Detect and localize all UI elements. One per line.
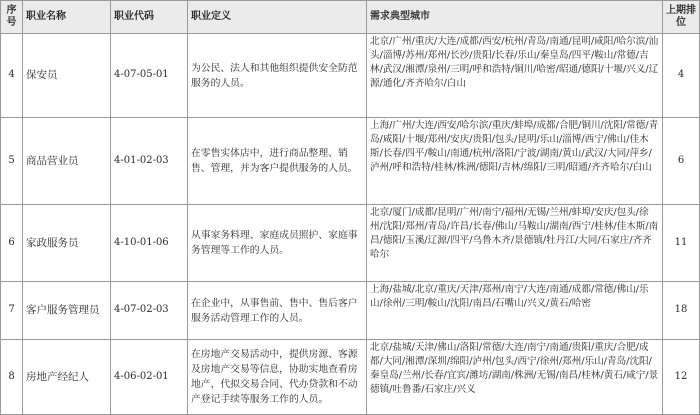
occupation-name: 客户服务管理员 [23, 282, 111, 340]
demand-cities: 北京/广州/重庆/大连/成都/西安/杭州/青岛/南通/昆明/咸阳/哈尔滨/汕头/淄博/苏州/郑州/长沙/贵阳/长春/乐山/秦皇岛/四平/鞍山/常德/吉林/武汉/湘潭/泉州/三明/呼和浩特/铜川/哈密/昭通/德阳/十堰/兴义/辽源/通化/齐齐哈尔/白山 [367, 34, 663, 118]
header-rank: 上期排 位 [663, 1, 700, 34]
previous-rank: 11 [663, 205, 700, 282]
previous-rank: 12 [663, 340, 700, 415]
occupation-code: 4-01-02-03 [111, 118, 188, 205]
occupation-name: 家政服务员 [23, 205, 111, 282]
table-header [1, 1, 700, 34]
header-row [1, 1, 700, 34]
occupation-definition: 在零售实体店中，进行商品整理、销售、管理，并为客户提供服务的人员。 [188, 118, 367, 205]
table-body [1, 34, 700, 415]
occupation-definition: 在企业中，从事售前、售中、售后客户服务活动管理工作的人员。 [188, 282, 367, 340]
header-definition: 职业定义 [188, 1, 367, 34]
previous-rank: 4 [663, 34, 700, 118]
occupation-definition: 从事家务料理、家庭成员照护、家庭事务管理等工作的人员。 [188, 205, 367, 282]
occupation-name: 商品营业员 [23, 118, 111, 205]
table-row [1, 340, 700, 415]
demand-cities: 上海/广州/大连/西安/哈尔滨/重庆/蚌埠/成都/合肥/铜川/沈阳/常德/青岛/咸阳/十堰/郑州/安庆/贵阳/包头/昆明/乐山/淄博/西宁/佛山/佳木斯/长春/四平/鞍山/南通/杭州/洛阳/宁波/湖南/黄山/武汉/大同/萍乡/泸州/呼和浩特/桂林/株洲/德阳/吉林/绵阳/三明/昭通/齐齐哈尔/白山 [367, 118, 663, 205]
row-number: 8 [1, 340, 23, 415]
occupation-name: 房地产经纪人 [23, 340, 111, 415]
demand-cities: 北京/盐城/天津/佛山/洛阳/常德/大连/南宁/南通/贵阳/重庆/合肥/成都/大同/湘潭/深圳/绵阳/泸州/包头/西宁/徐州/郑州/乐山/青岛/沈阳/秦皇岛/兰州/长春/宜宾/潍坊/湖南/株洲/无锡/南昌/桂林/黄石/咸宁/景德镇/吐鲁番/石家庄/兴义 [367, 340, 663, 415]
table-row [1, 34, 700, 118]
occupation-definition: 为公民、法人和其他组织提供安全防范服务的人员。 [188, 34, 367, 118]
occupation-name: 保安员 [23, 34, 111, 118]
occupation-code: 4-06-02-01 [111, 340, 188, 415]
demand-cities: 上海/盐城/北京/重庆/天津/郑州/南宁/大连/南通/成都/常德/佛山/乐山/徐州/三明/鞍山/沈阳/南昌/石嘴山/兴义/黄石/哈密 [367, 282, 663, 340]
table-row [1, 282, 700, 340]
header-code: 职业代码 [111, 1, 188, 34]
row-number: 7 [1, 282, 23, 340]
row-number: 5 [1, 118, 23, 205]
row-number: 4 [1, 34, 23, 118]
table-row [1, 205, 700, 282]
occupation-code: 4-10-01-06 [111, 205, 188, 282]
header-no: 序号 [1, 1, 23, 34]
occupation-code: 4-07-02-03 [111, 282, 188, 340]
occupation-definition: 在房地产交易活动中，提供房源、客源及房地产交易等信息，协助实地查看房地产，代拟交易合同、代办贷款和不动产登记手续等服务工作的人员。 [188, 340, 367, 415]
previous-rank: 18 [663, 282, 700, 340]
occupation-code: 4-07-05-01 [111, 34, 188, 118]
header-cities: 需求典型城市 [367, 1, 663, 34]
previous-rank: 6 [663, 118, 700, 205]
table-row [1, 118, 700, 205]
row-number: 6 [1, 205, 23, 282]
header-name: 职业名称 [23, 1, 111, 34]
demand-cities: 北京/厦门/成都/昆明/广州/南宁/福州/无锡/兰州/蚌埠/安庆/包头/徐州/沈阳/郑州/青岛/许昌/长春/佛山/马鞍山/湖南/西宁/桂林/佳木斯/南昌/德阳/玉溪/辽源/四平/乌鲁木齐/景德镇/牡丹江/大同/石家庄/齐齐哈尔 [367, 205, 663, 282]
